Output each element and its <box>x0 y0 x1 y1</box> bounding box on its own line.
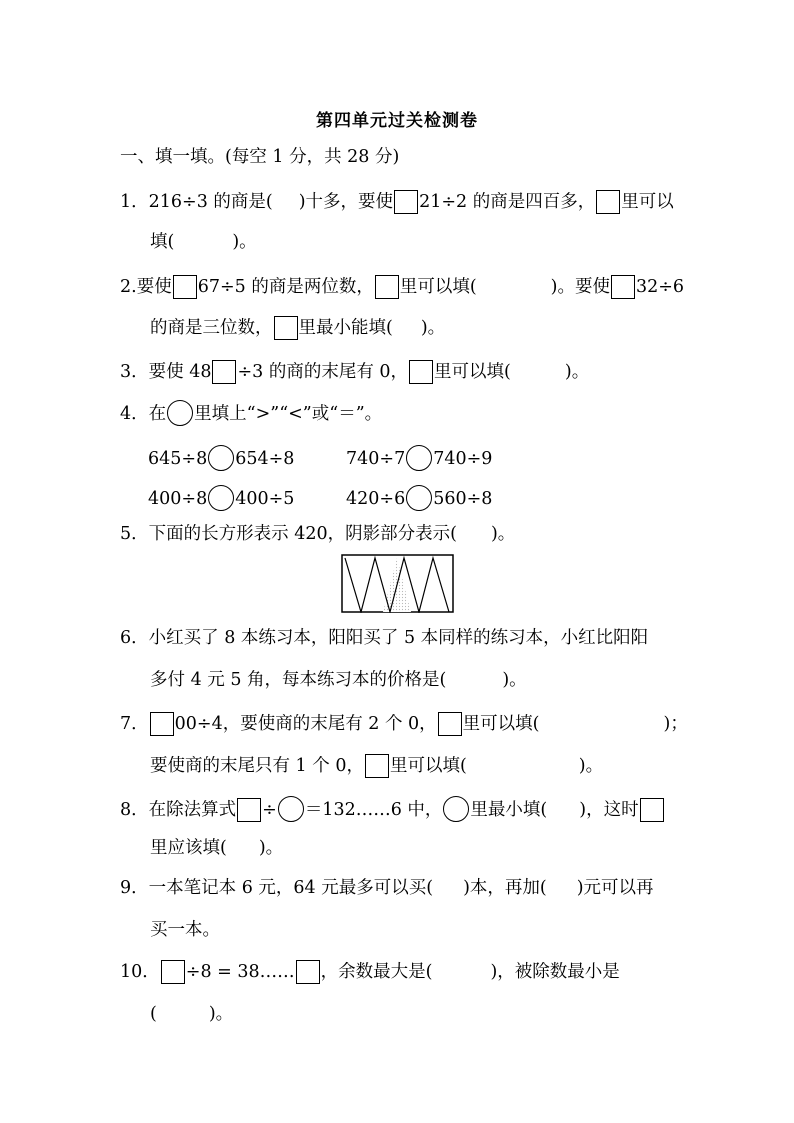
compare-item: 400÷8 400÷5 <box>148 485 294 511</box>
digit-box[interactable] <box>296 960 320 984</box>
digit-box[interactable] <box>173 275 197 299</box>
digit-box[interactable] <box>438 712 462 736</box>
digit-box[interactable] <box>274 316 298 340</box>
compare-item: 645÷8 654÷8 <box>148 445 294 471</box>
question-7-line-2: 要使商的末尾只有 1 个 0， 里可以填( )。 <box>150 756 604 776</box>
digit-box[interactable] <box>611 275 635 299</box>
digit-box[interactable] <box>375 275 399 299</box>
circle-blank[interactable] <box>208 485 234 511</box>
digit-box[interactable] <box>365 754 389 778</box>
question-1-line-2: 填( )。 <box>150 232 257 252</box>
digit-box[interactable] <box>237 798 261 822</box>
question-4: 4． 在 里填上“>”“<”或“＝”。 <box>120 400 382 426</box>
question-9-line-1: 9． 一本笔记本 6 元，64 元最多可以买( )本，再加( )元可以再 <box>120 878 654 898</box>
digit-box[interactable] <box>394 190 418 214</box>
question-1-line-1: 1． 216÷3 的商是( )十多，要使 21÷2 的商是四百多， 里可以 <box>120 192 674 212</box>
compare-item: 420÷6 560÷8 <box>346 485 492 511</box>
digit-box[interactable] <box>640 798 664 822</box>
question-10-line-2: ( )。 <box>150 1004 234 1024</box>
circle-blank[interactable] <box>443 796 469 822</box>
question-8-line-1: 8． 在除法算式 ÷ ＝132……6 中， 里最小填( )，这时 <box>120 796 665 822</box>
circle-blank[interactable] <box>278 796 304 822</box>
section-heading: 一、填一填。(每空 1 分，共 28 分) <box>120 147 400 167</box>
circle-blank[interactable] <box>208 445 234 471</box>
question-6-line-1: 6． 小红买了 8 本练习本，阳阳买了 5 本同样的练习本，小红比阳阳 <box>120 628 649 648</box>
question-2-line-1: 2. 要使 67÷5 的商是两位数， 里可以填( )。要使 32÷6 <box>120 277 685 297</box>
question-7-line-1: 7． 00÷4，要使商的末尾有 2 个 0， 里可以填( )； <box>120 714 688 734</box>
digit-box[interactable] <box>150 712 174 736</box>
circle-blank[interactable] <box>167 400 193 426</box>
digit-box[interactable] <box>409 360 433 384</box>
page-title: 第四单元过关检测卷 <box>316 111 478 131</box>
question-8-line-2: 里应该填( )。 <box>150 838 284 858</box>
circle-blank[interactable] <box>406 445 432 471</box>
question-6-line-2: 多付 4 元 5 角，每本练习本的价格是( )。 <box>150 670 527 690</box>
rectangle-triangles-figure <box>341 554 454 613</box>
digit-box[interactable] <box>596 190 620 214</box>
question-9-line-2: 买一本。 <box>150 920 220 940</box>
question-2-line-2: 的商是三位数， 里最小能填( )。 <box>150 318 446 338</box>
circle-blank[interactable] <box>406 485 432 511</box>
question-10-line-1: 10． ÷8 = 38…… ，余数最大是( )，被除数最小是 <box>120 962 620 982</box>
question-5: 5． 下面的长方形表示 420，阴影部分表示( )。 <box>120 524 516 544</box>
compare-item: 740÷7 740÷9 <box>346 445 492 471</box>
digit-box[interactable] <box>161 960 185 984</box>
digit-box[interactable] <box>212 360 236 384</box>
question-3: 3． 要使 48 ÷3 的商的末尾有 0， 里可以填( )。 <box>120 362 590 382</box>
